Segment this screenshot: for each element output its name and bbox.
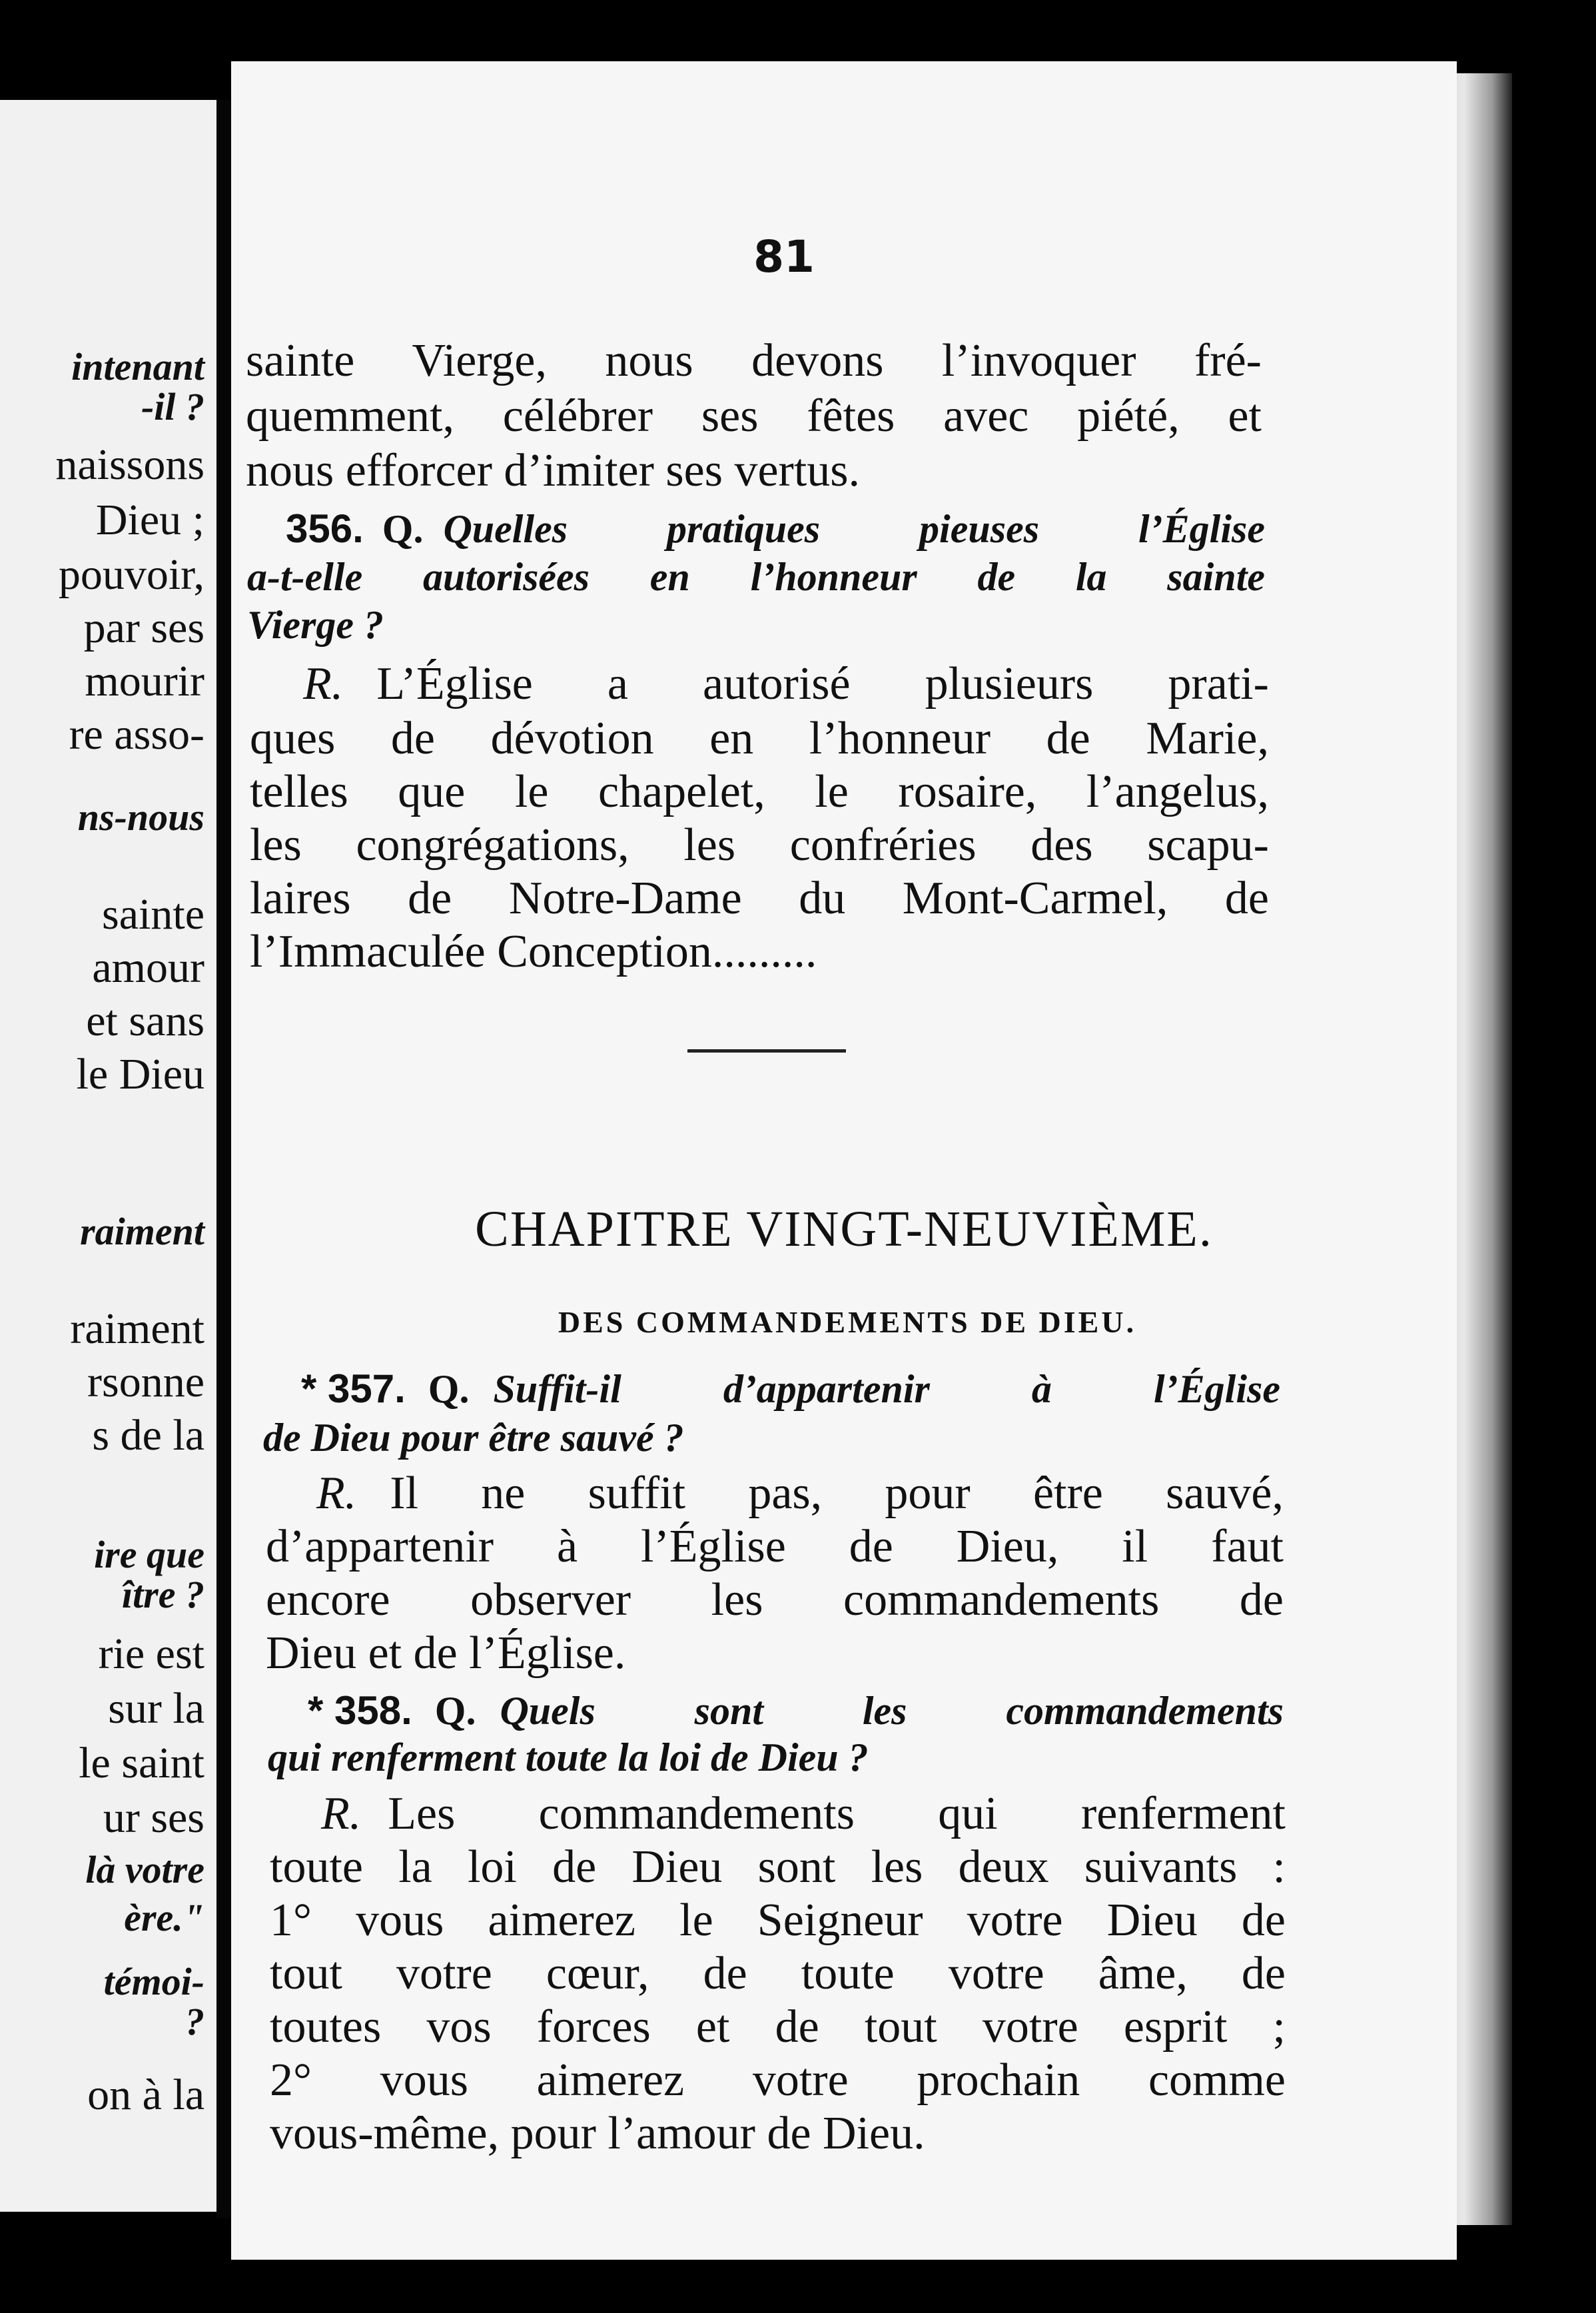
- left-line: re asso-: [69, 710, 204, 759]
- question-line: [286, 506, 1265, 551]
- left-line: amour: [92, 943, 204, 992]
- question-text: Quels sont les commandements: [500, 1689, 1284, 1733]
- answer-text: vous-même, pour l’amour de Dieu.: [270, 2108, 925, 2159]
- left-line: raiment: [80, 1210, 204, 1253]
- previous-page-fragment: [0, 100, 216, 2212]
- answer-label: R.: [321, 1788, 362, 1839]
- question-line: [308, 1688, 1284, 1733]
- answer-text: 2° vous aimerez votre prochain comme: [270, 2055, 1286, 2106]
- left-line: rie est: [98, 1629, 204, 1678]
- answer-text: l’Immaculée Conception.........: [250, 926, 817, 977]
- left-line: -il ?: [141, 385, 204, 428]
- question-text: a-t-elle autorisées en l’honneur de la sainte: [247, 555, 1265, 599]
- left-line: rsonne: [87, 1358, 204, 1406]
- answer-text: tout votre cœur, de toute votre âme, de: [270, 1948, 1286, 1999]
- answer-label: R.: [316, 1468, 357, 1519]
- left-line: ur ses: [103, 1793, 204, 1842]
- left-line: naissons: [55, 440, 204, 489]
- answer-text: ques de dévotion en l’honneur de Marie,: [250, 713, 1269, 764]
- answer-label: R.: [303, 658, 344, 709]
- left-line: ître ?: [121, 1573, 204, 1616]
- text-line: nous efforcer d’imiter ses vertus.: [246, 445, 861, 496]
- chapter-subtitle: DES COMMANDEMENTS DE DIEU.: [558, 1305, 1137, 1339]
- answer-text: telles que le chapelet, le rosaire, l’angelus,: [250, 766, 1269, 817]
- answer-line: [321, 1788, 1286, 1839]
- question-number: * 358.: [308, 1688, 412, 1733]
- left-line: témoi-: [103, 1960, 204, 2003]
- answer-text: 1° vous aimerez le Seigneur votre Dieu de: [270, 1895, 1286, 1946]
- text-line: quemment, célébrer ses fêtes avec piété, et: [246, 390, 1262, 442]
- left-line: sur la: [108, 1684, 204, 1733]
- book-page: [231, 61, 1457, 2260]
- text-line: sainte Vierge, nous devons l’invoquer fré-: [246, 335, 1262, 386]
- left-line: pouvoir,: [58, 550, 204, 599]
- answer-text: L’Église a autorisé plusieurs prati-: [376, 658, 1269, 709]
- left-line: et sans: [86, 997, 204, 1045]
- answer-line: [303, 658, 1269, 709]
- question-number: 356.: [286, 506, 364, 551]
- question-label: Q.: [382, 507, 424, 551]
- left-line: sainte: [102, 890, 204, 939]
- left-line: par ses: [83, 604, 204, 652]
- book-gutter: [216, 100, 231, 2218]
- answer-text: Il ne suffit pas, pour être sauvé,: [390, 1468, 1284, 1519]
- question-label: Q.: [434, 1689, 476, 1733]
- left-line: Dieu ;: [95, 496, 204, 544]
- left-line: ère.": [124, 1896, 204, 1939]
- left-line: le saint: [79, 1739, 204, 1787]
- question-number: * 357.: [301, 1366, 406, 1411]
- answer-text: toutes vos forces et de tout votre esprit ;: [270, 2001, 1286, 2053]
- answer-text: encore observer les commandements de: [266, 1574, 1284, 1625]
- left-line: ?: [185, 2000, 204, 2043]
- question-text: Quelles pratiques pieuses l’Église: [443, 507, 1265, 551]
- left-line: là votre: [85, 1848, 204, 1891]
- left-line: le Dieu: [76, 1050, 204, 1099]
- question-text: de Dieu pour être sauvé ?: [263, 1416, 684, 1460]
- question-label: Q.: [428, 1367, 470, 1411]
- left-line: ire que: [94, 1533, 204, 1576]
- answer-text: Les commandements qui renferment: [388, 1788, 1286, 1839]
- question-text: qui renferment toute la loi de Dieu ?: [268, 1735, 869, 1779]
- section-separator: [687, 1049, 846, 1053]
- question-text: Vierge ?: [247, 603, 384, 647]
- left-line: s de la: [92, 1411, 204, 1460]
- answer-text: les congrégations, les confréries des scapu-: [250, 819, 1269, 871]
- answer-text: Dieu et de l’Église.: [266, 1627, 626, 1679]
- left-line: raiment: [70, 1304, 204, 1353]
- left-line: on à la: [87, 2071, 204, 2119]
- left-line: ns-nous: [77, 795, 204, 839]
- answer-line: [316, 1470, 1284, 1517]
- answer-text: toute la loi de Dieu sont les deux suivants :: [270, 1841, 1286, 1893]
- left-line: intenant: [71, 345, 204, 388]
- left-line: mourir: [85, 657, 204, 705]
- question-text: Suffit-il d’appartenir à l’Église: [493, 1367, 1280, 1411]
- chapter-title: CHAPITRE VINGT-NEUVIÈME.: [475, 1201, 1213, 1257]
- answer-text: laires de Notre-Dame du Mont-Carmel, de: [250, 873, 1269, 924]
- question-line: [301, 1366, 1280, 1411]
- page-number: 81: [753, 231, 815, 282]
- answer-text: d’appartenir à l’Église de Dieu, il faut: [266, 1521, 1284, 1572]
